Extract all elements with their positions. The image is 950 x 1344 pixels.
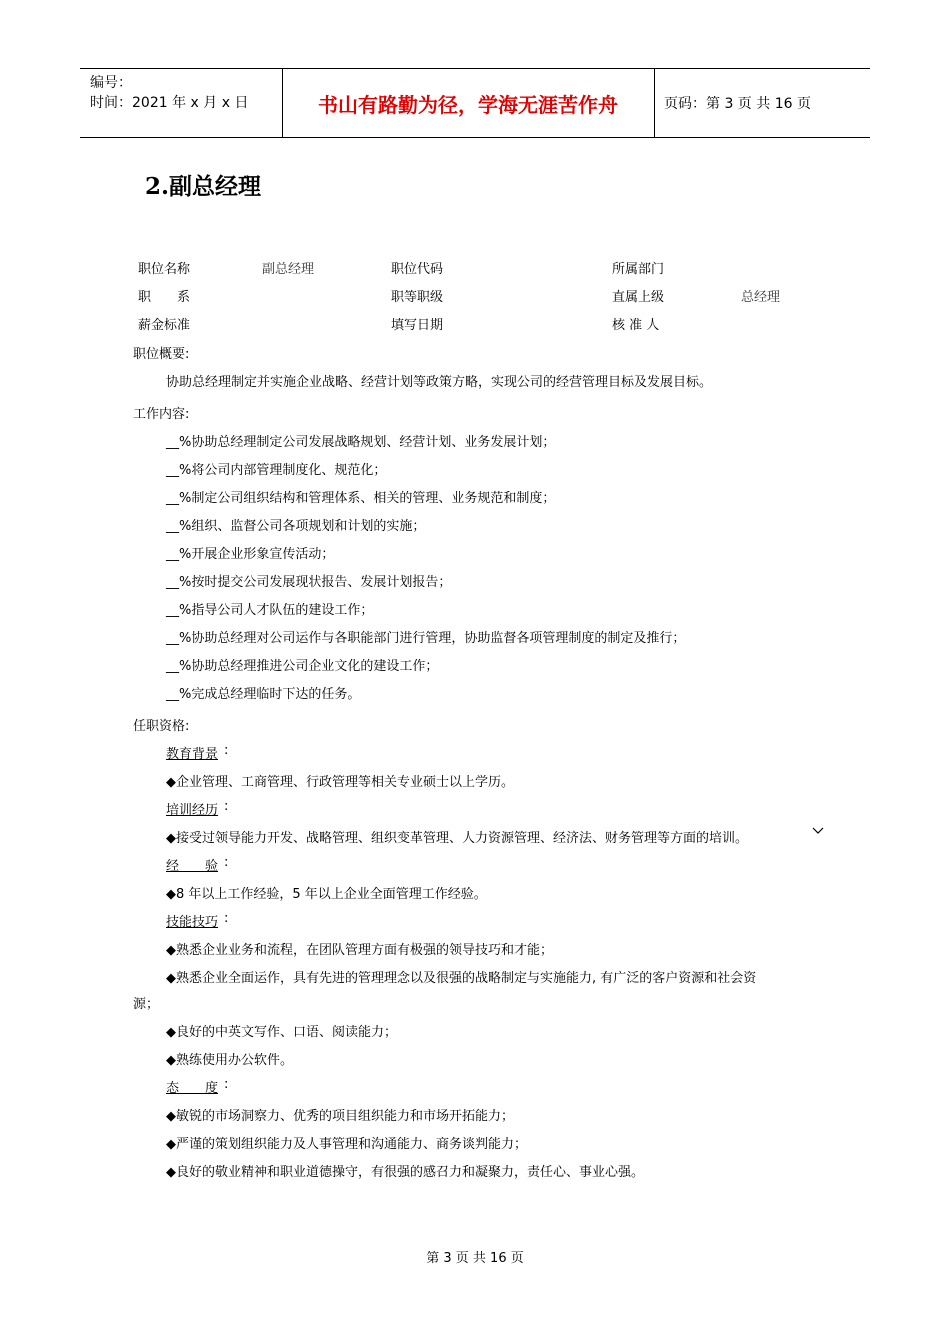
info-value: 副总经理 — [262, 262, 315, 277]
skills-label: 技能技巧 — [166, 915, 219, 930]
info-value: 总经理 — [741, 290, 781, 305]
duties-heading: 工作内容: — [133, 407, 190, 422]
attitude-item: ◆严谨的策划组织能力及人事管理和沟通能力、商务谈判能力； — [166, 1137, 527, 1152]
experience-label: 经 验 — [166, 859, 219, 874]
info-label: 职位名称 — [138, 262, 191, 277]
chevron-down-icon — [812, 826, 824, 836]
duty-item: __%指导公司人才队伍的建设工作； — [166, 603, 374, 618]
info-label: 职等职级 — [391, 290, 444, 305]
label-colon: : — [224, 855, 229, 870]
duty-item: __%制定公司组织结构和管理体系、相关的管理、业务规范和制度； — [166, 491, 556, 506]
education-text: ◆企业管理、工商管理、行政管理等相关专业硕士以上学历。 — [166, 775, 514, 790]
skills-item-continued: 源； — [133, 997, 160, 1012]
attitude-item: ◆敏锐的市场洞察力、优秀的项目组织能力和市场开拓能力； — [166, 1109, 514, 1124]
header-divider — [654, 69, 655, 137]
header-code: 编号： — [90, 75, 132, 91]
duty-item: __%协助总经理推进公司企业文化的建设工作； — [166, 659, 439, 674]
header-time: 时间：2021 年 x 月 x 日 — [90, 95, 249, 111]
skills-item: ◆熟悉企业业务和流程，在团队管理方面有极强的领导技巧和才能； — [166, 943, 553, 958]
education-label: 教育背景 — [166, 747, 219, 762]
duty-item: __%将公司内部管理制度化、规范化； — [166, 463, 387, 478]
summary-heading: 职位概要: — [133, 347, 190, 362]
header-page-info: 页码：第 3 页 共 16 页 — [664, 96, 811, 112]
duty-item: __%完成总经理临时下达的任务。 — [166, 687, 361, 702]
info-label: 核 准 人 — [612, 318, 660, 333]
attitude-item: ◆良好的敬业精神和职业道德操守，有很强的感召力和凝聚力，责任心、事业心强。 — [166, 1165, 644, 1180]
duty-item: __%协助总经理制定公司发展战略规划、经营计划、业务发展计划； — [166, 435, 556, 450]
qualifications-heading: 任职资格: — [133, 719, 190, 734]
duty-item: __%按时提交公司发展现状报告、发展计划报告； — [166, 575, 452, 590]
duty-item: __%开展企业形象宣传活动； — [166, 547, 335, 562]
summary-text: 协助总经理制定并实施企业战略、经营计划等政策方略，实现公司的经营管理目标及发展目标。 — [166, 375, 713, 390]
training-label: 培训经历 — [166, 803, 219, 818]
info-label: 直属上级 — [612, 290, 665, 305]
label-colon: : — [224, 799, 229, 814]
info-label: 填写日期 — [391, 318, 444, 333]
experience-text: ◆8 年以上工作经验，5 年以上企业全面管理工作经验。 — [166, 887, 487, 902]
label-colon: : — [224, 743, 229, 758]
header-motto: 书山有路勤为径，学海无涯苦作舟 — [318, 92, 618, 117]
attitude-label: 态 度 — [166, 1081, 219, 1096]
duty-item: __%组织、监督公司各项规划和计划的实施； — [166, 519, 426, 534]
skills-item: ◆熟悉企业全面运作，具有先进的管理理念以及很强的战略制定与实施能力, 有广泛的客户资源和社会资 — [166, 971, 757, 986]
label-colon: : — [224, 1077, 229, 1092]
duty-item: __%协助总经理对公司运作与各职能部门进行管理，协助监督各项管理制度的制定及推行； — [166, 631, 686, 646]
info-label: 所属部门 — [612, 262, 665, 277]
page-header — [80, 68, 870, 138]
header-meta — [90, 73, 248, 113]
info-label: 薪金标准 — [138, 318, 191, 333]
info-label: 职位代码 — [391, 262, 444, 277]
page-title: 2.副总经理 — [145, 173, 262, 200]
skills-item: ◆熟练使用办公软件。 — [166, 1053, 293, 1068]
training-text: ◆接受过领导能力开发、战略管理、组织变革管理、人力资源管理、经济法、财务管理等方面的培训。 — [166, 831, 748, 846]
label-colon: : — [224, 911, 229, 926]
skills-item: ◆良好的中英文写作、口语、阅读能力； — [166, 1025, 397, 1040]
info-label: 职 系 — [138, 290, 191, 305]
page-footer: 第 3 页 共 16 页 — [426, 1251, 524, 1266]
